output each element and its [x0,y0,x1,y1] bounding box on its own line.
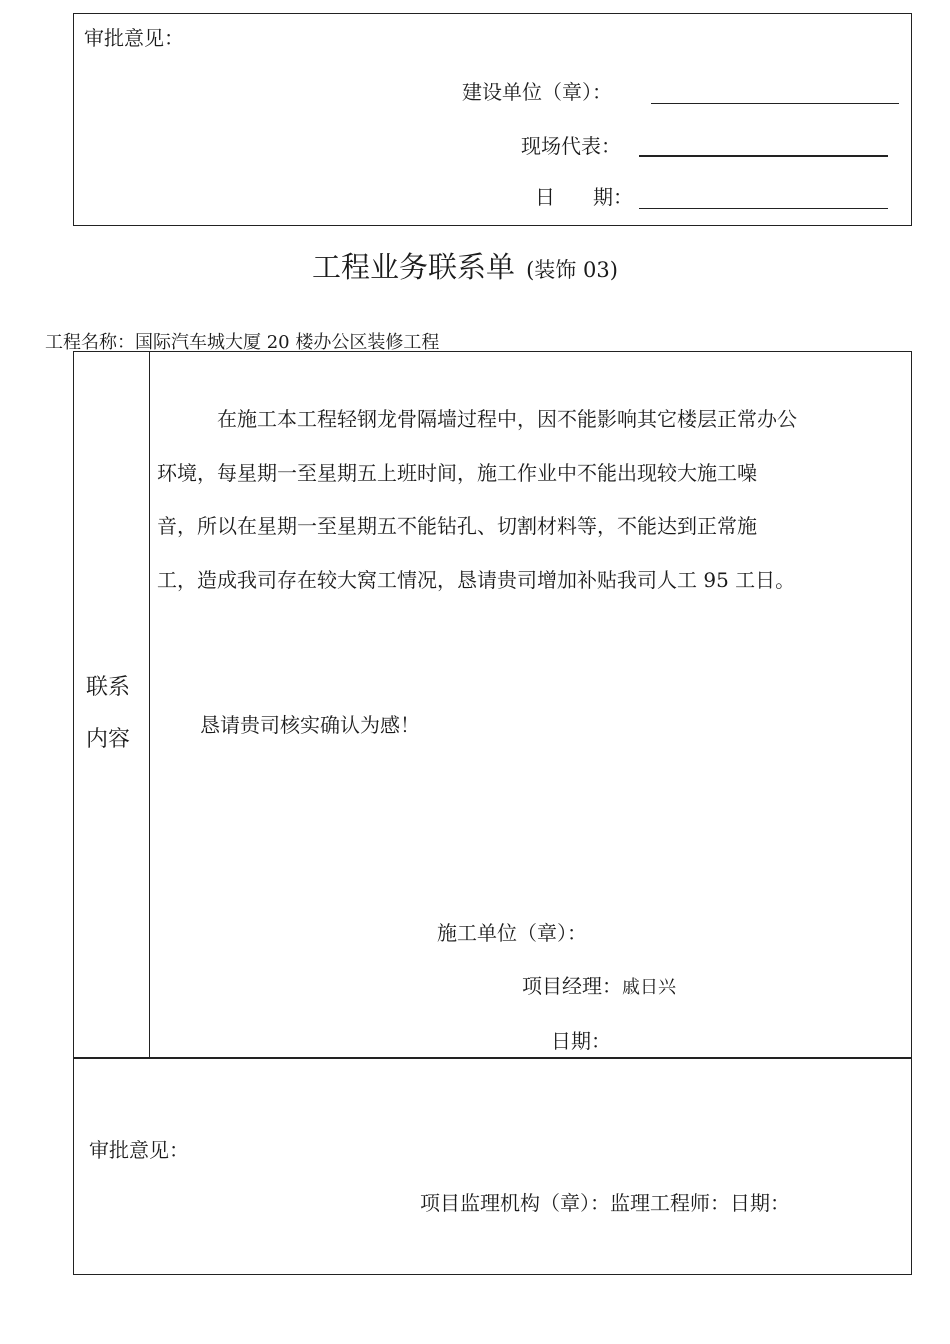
content-para-line-3: 音，所以在星期一至星期五不能钻孔、切割材料等，不能达到正常施 [157,514,757,538]
bottom-approval-label: 审批意见： [89,1138,189,1162]
content-side-label-1: 联系 [86,675,131,700]
document-title [312,245,618,286]
top-approval-label: 审批意见： [84,26,184,50]
project-manager-name: 戚日兴 [622,977,676,998]
content-column-divider [149,351,150,1059]
content-para-line-1: 在施工本工程轻钢龙骨隔墙过程中，因不能影响其它楼层正常办公 [217,407,797,431]
supervision-signoff: 项目监理机构（章）：监理工程师：日期： [420,1191,790,1215]
top-approval-box [73,13,912,226]
project-name-label: 工程名称： [45,332,135,353]
top-date-line [639,208,888,209]
project-manager-label: 项目经理： [522,974,622,998]
project-name-value: 国际汽车城大厦 20 楼办公区装修工程 [135,332,440,353]
content-side-label-2: 内容 [86,727,131,752]
content-para-line-4: 工，造成我司存在较大窝工情况，恳请贵司增加补贴我司人工 95 工日。 [157,568,796,592]
contractor-label: 施工单位（章）： [437,921,587,945]
content-para-line-2: 环境，每星期一至星期五上班时间，施工作业中不能出现较大施工噪 [157,461,757,485]
document-title-sub: (装饰 03) [526,258,618,282]
site-rep-signature-line [639,155,888,157]
builder-signature-line [651,103,899,104]
top-date-label-char2: 期： [593,185,633,209]
top-date-label-char1: 日 [535,185,555,209]
document-title-main: 工程业务联系单 [312,250,516,284]
builder-unit-label: 建设单位（章）： [462,80,612,104]
bottom-approval-box [73,1057,912,1275]
content-date-label: 日期： [551,1029,611,1053]
content-request: 恳请贵司核实确认为感！ [200,713,420,737]
project-manager-row [522,970,676,999]
site-rep-label: 现场代表： [521,134,621,158]
